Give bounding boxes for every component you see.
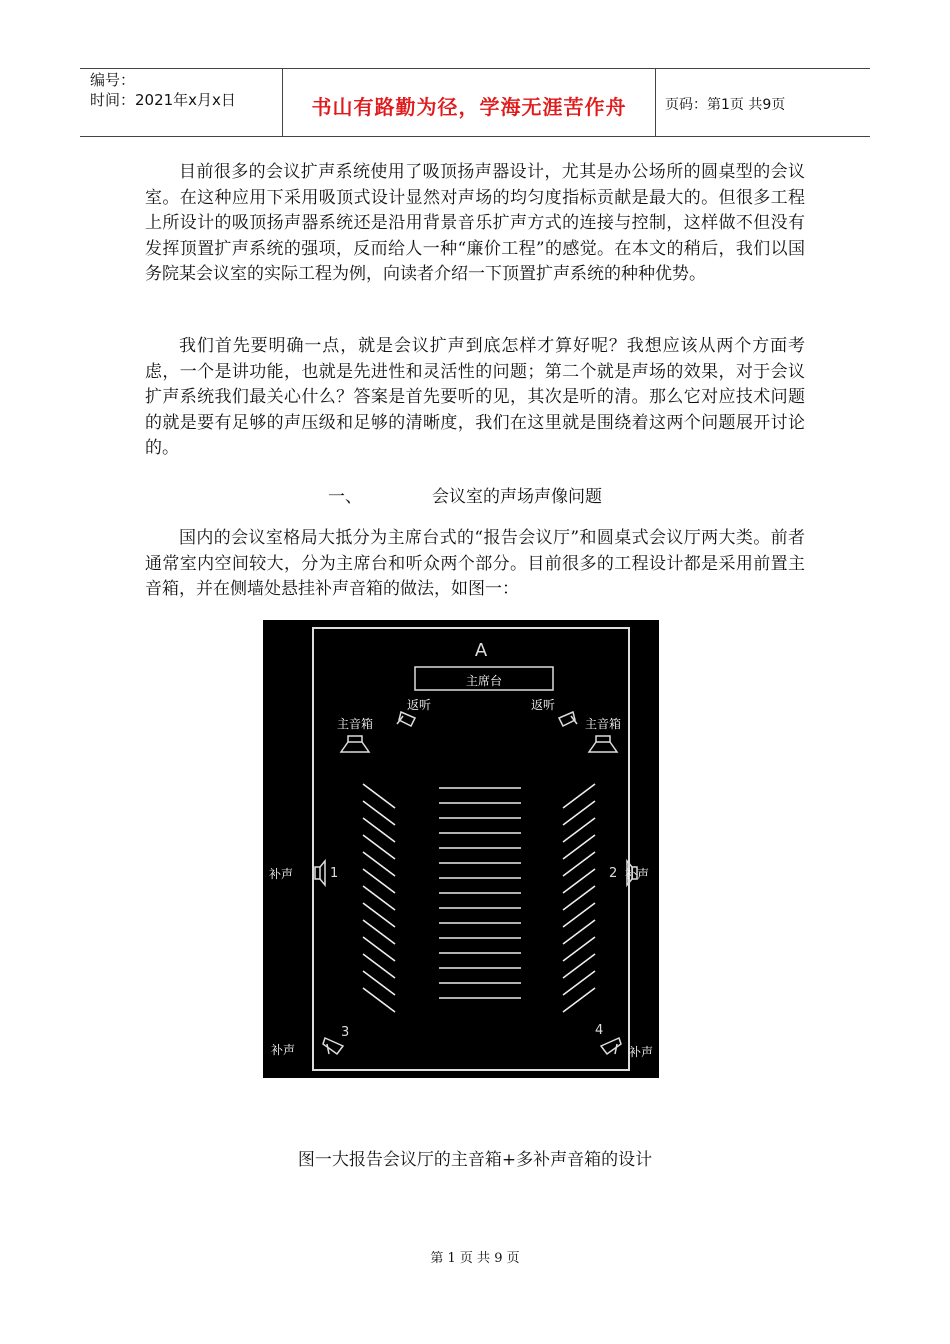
paragraph-1: 目前很多的会议扩声系统使用了吸顶扬声器设计，尤其是办公场所的圆桌型的会议室。在这种应用下采用吸顶式设计显然对声场的均匀度指标贡献是最大的。但很多工程上所设计的吸顶扬声器系统还是沿用背景音乐扩声方式的连接与控制，这样做不但没有发挥顶置扩声系统的强项，反而给人一种“廉价工程”的感觉。在本文的稍后，我们以国务院某会议室的实际工程为例，向读者介绍一下顶置扩声系统的种种优势。	[145, 162, 805, 284]
room-outline	[313, 628, 629, 1070]
stage-letter: A	[474, 640, 488, 661]
fill-speaker-label-rear-right: 补声	[628, 1045, 654, 1059]
main-speaker-right-label: 主音箱	[584, 717, 622, 731]
hall-layout-figure	[263, 620, 659, 1078]
figure-caption: 图一大报告会议厅的主音箱+多补声音箱的设计	[297, 1150, 653, 1170]
header-divider-left	[282, 68, 283, 136]
section-heading-title: 会议室的声场声像问题	[432, 487, 602, 507]
main-speaker-left-icon	[341, 736, 369, 752]
fill-speaker-1-icon	[315, 861, 325, 885]
fill-speaker-1-number: 1	[330, 866, 339, 881]
fill-speaker-4-number: 4	[595, 1023, 604, 1038]
main-speaker-left-label: 主音箱	[336, 717, 374, 731]
document-number-label: 编号：	[90, 71, 136, 89]
document-date: 时间：2021年x月x日	[90, 91, 236, 109]
header-motto: 书山有路勤为径，学海无涯苦作舟	[311, 95, 627, 119]
section-heading-number: 一、	[328, 487, 362, 507]
header-page-info: 页码：第1页 共9页	[665, 97, 786, 113]
monitor-left-speaker-icon	[397, 712, 415, 726]
monitor-right-speaker-icon	[559, 712, 577, 726]
header-top-rule	[80, 68, 870, 69]
fill-speaker-label-left: 补声	[269, 867, 294, 881]
fill-speaker-3-icon	[323, 1038, 343, 1054]
main-speaker-right-icon	[589, 736, 617, 752]
audience-seating	[363, 784, 595, 1012]
header-divider-right	[655, 68, 656, 136]
header-bottom-rule	[80, 136, 870, 137]
monitor-left-label: 返听	[406, 698, 432, 712]
fill-speaker-label-rear-left: 补声	[271, 1043, 296, 1057]
fill-speaker-3-number: 3	[341, 1025, 350, 1040]
page-footer: 第 1 页 共 9 页	[430, 1251, 520, 1266]
fill-speaker-4-icon	[601, 1038, 621, 1054]
header-left-cell	[90, 70, 236, 110]
monitor-right-label: 返听	[530, 698, 556, 712]
paragraph-2: 我们首先要明确一点，就是会议扩声到底怎样才算好呢？我想应该从两个方面考虑，一个是讲功能，也就是先进性和灵活性的问题；第二个就是声场的效果，对于会议扩声系统我们最关心什么？答案是首先要听的见，其次是听的清。那么它对应技术问题的就是要有足够的声压级和足够的清晰度，我们在这里就是围绕着这两个问题展开讨论的。	[145, 336, 805, 458]
fill-speaker-2-number: 2	[609, 866, 618, 881]
fill-speaker-label-right: 补声	[624, 867, 649, 881]
rostrum-label: 主席台	[465, 674, 503, 688]
hall-layout-diagram	[263, 620, 659, 1078]
paragraph-3: 国内的会议室格局大抵分为主席台式的“报告会议厅”和圆桌式会议厅两大类。前者通常室内空间较大，分为主席台和听众两个部分。目前很多的工程设计都是采用前置主音箱，并在侧墙处悬挂补声音箱的做法，如图一：	[145, 528, 805, 599]
